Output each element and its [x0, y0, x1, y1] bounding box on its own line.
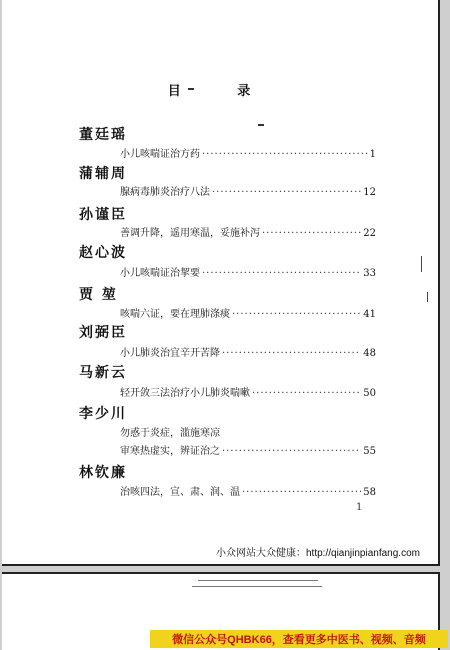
toc-entry-page: 50 [363, 388, 376, 399]
toc-entry-title: 小儿咳喘证治方药 [120, 149, 200, 160]
toc-entry-title: 轻开敛三法治疗小儿肺炎喘嗽 [120, 388, 250, 399]
toc-entry-page: 33 [363, 268, 376, 279]
toc-entry-title: 腺病毒肺炎治疗八法 [120, 187, 210, 198]
wechat-banner[interactable]: 微信公众号QHBK66，查看更多中医书、视频、音频 [150, 630, 448, 648]
toc-entry-page: 12 [363, 187, 376, 198]
toc-author: 董廷瑶 [79, 127, 127, 143]
toc-entry[interactable] [120, 183, 376, 198]
toc-entry-title[interactable]: 勿惑于炎症，滥施寒凉 [120, 428, 220, 439]
toc-entry-page: 22 [363, 228, 376, 239]
toc-entry[interactable] [120, 384, 376, 399]
toc-entry[interactable] [120, 483, 376, 498]
leader-dots [242, 487, 361, 498]
toc-entry-title: 审寒热虚实，辨证治之 [120, 446, 220, 457]
leader-dots [222, 348, 361, 359]
page-number: 1 [356, 502, 363, 513]
footer-url[interactable]: 小众网站大众健康：http://qianjinpianfang.com [216, 548, 420, 559]
leader-dots [202, 149, 368, 160]
toc-entry[interactable] [120, 344, 376, 359]
leader-dots [212, 187, 361, 198]
margin-mark [421, 256, 422, 272]
toc-entry[interactable] [120, 264, 376, 279]
leader-dots [232, 309, 361, 320]
toc-entry[interactable] [120, 442, 376, 457]
toc-author: 赵心波 [79, 245, 127, 261]
toc-entry-title: 咳喘六证，要在理肺涤痰 [120, 309, 230, 320]
leader-dots [262, 228, 361, 239]
toc-entry-page: 1 [369, 149, 376, 160]
toc-author: 贾 堃 [79, 287, 118, 303]
toc-author: 马新云 [79, 365, 127, 381]
toc-entry-page: 48 [363, 348, 376, 359]
toc-author: 李少川 [79, 406, 127, 422]
print-mark [258, 124, 264, 126]
toc-entry-title: 善调升降，遥用寒温，妥施补泻 [120, 228, 260, 239]
document-page [2, 0, 440, 566]
toc-author: 林钦廉 [79, 465, 127, 481]
toc-title: 目 录 [167, 84, 277, 99]
toc-entry-page: 41 [363, 309, 376, 320]
toc-entry[interactable] [120, 145, 376, 160]
toc-entry[interactable] [120, 305, 376, 320]
leader-dots [202, 268, 361, 279]
toc-author: 孙谨臣 [79, 207, 127, 223]
print-mark [192, 586, 322, 587]
toc-entry-title: 小儿咳喘证治挈要 [120, 268, 200, 279]
toc-entry-title: 治咳四法，宣、肃、润、温 [120, 487, 240, 498]
toc-author: 刘弼臣 [79, 325, 127, 341]
toc-entry-page: 58 [363, 487, 376, 498]
margin-mark [427, 292, 428, 302]
toc-entry[interactable] [120, 224, 376, 239]
leader-dots [252, 388, 361, 399]
toc-entry-page: 55 [363, 446, 376, 457]
print-mark [198, 580, 318, 581]
toc-entry-title: 小儿肺炎治宜辛开苦降 [120, 348, 220, 359]
leader-dots [222, 446, 361, 457]
toc-author: 蒲辅周 [79, 166, 127, 182]
